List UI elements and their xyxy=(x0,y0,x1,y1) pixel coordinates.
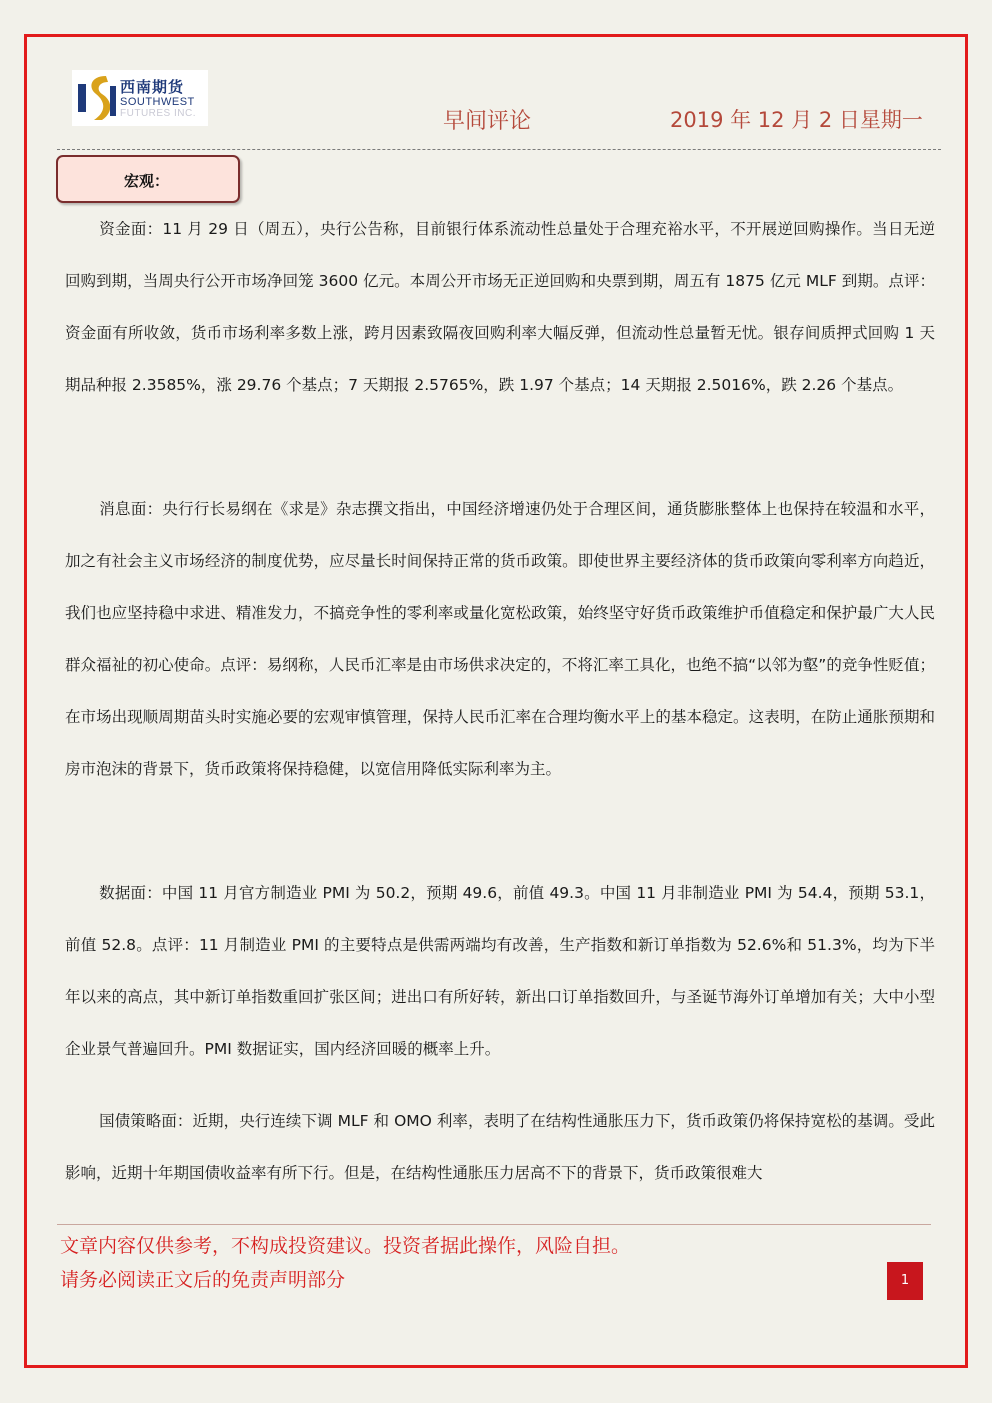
disclaimer-line-1: 文章内容仅供参考，不构成投资建议。投资者据此操作，风险自担。 xyxy=(60,1235,631,1257)
report-date: 2019 年 12 月 2 日星期一 xyxy=(670,108,923,132)
logo-mark-icon xyxy=(76,72,118,124)
body-content xyxy=(0,200,992,1192)
header-divider xyxy=(57,149,941,150)
logo-name-cn: 西南期货 xyxy=(120,78,185,96)
paragraph-news xyxy=(65,483,935,795)
disclaimer-line-2: 请务必阅读正文后的免责声明部分 xyxy=(60,1269,346,1291)
footer-divider xyxy=(57,1224,931,1225)
section-heading-label: 宏观： xyxy=(124,172,170,190)
paragraph-text: 资金面：11 月 29 日（周五），央行公告称，目前银行体系流动性总量处于合理充裕水平，不开展逆回购操作。当日无逆回购到期，当周央行公开市场净回笼 3600 亿元。本周公开市场无正逆回购和央票到期，周五有 1875 亿元 MLF 到期。点评：资金面有所收敛，货币市场利率多数上涨，跨月因素致隔夜回购利率大幅反弹，但流动性总量暂无忧。银存间质押式回购 1 天期品种报 2.3585%，涨 29.76 个基点；7 天期报 2.5765%，跌 1.97 个基点；14 天期报 2.5016%，跌 2.26 个基点。 xyxy=(65,220,935,394)
paragraph-text: 消息面：央行行长易纲在《求是》杂志撰文指出，中国经济增速仍处于合理区间，通货膨胀整体上也保持在较温和水平，加之有社会主义市场经济的制度优势，应尽量长时间保持正常的货币政策。即使世界主要经济体的货币政策向零利率方向趋近，我们也应坚持稳中求进、精准发力，不搞竞争性的零利率或量化宽松政策，始终坚守好货币政策维护币值稳定和保护最广大人民群众福祉的初心使命。点评：易纲称，人民币汇率是由市场供求决定的，不将汇率工具化，也绝不搞“以邻为壑”的竞争性贬值；在市场出现顺周期苗头时实施必要的宏观审慎管理，保持人民币汇率在合理均衡水平上的基本稳定。这表明，在防止通胀预期和房市泡沫的背景下，货币政策将保持稳健，以宽信用降低实际利率为主。 xyxy=(65,500,935,778)
section-heading-box xyxy=(56,155,240,203)
paragraph-text: 国债策略面：近期，央行连续下调 MLF 和 OMO 利率，表明了在结构性通胀压力下，货币政策仍将保持宽松的基调。受此影响，近期十年期国债收益率有所下行。但是，在结构性通胀压力居高不下的背景下，货币政策很难大 xyxy=(65,1112,935,1182)
report-title: 早间评论 xyxy=(443,109,532,134)
paragraph-data xyxy=(65,867,935,1075)
paragraph-funding xyxy=(65,203,935,411)
logo-name-en-1: SOUTHWEST xyxy=(120,96,195,108)
logo-name-en-2: FUTURES INC. xyxy=(120,108,196,119)
page-number-badge: 1 xyxy=(887,1262,923,1300)
paragraph-text: 数据面：中国 11 月官方制造业 PMI 为 50.2，预期 49.6，前值 49.3。中国 11 月非制造业 PMI 为 54.4，预期 53.1，前值 52.8。点评：11 月制造业 PMI 的主要特点是供需两端均有改善，生产指数和新订单指数为 52.6%和 51.3%，均为下半年以来的高点，其中新订单指数重回扩张区间；进出口有所好转，新出口订单指数回升，与圣诞节海外订单增加有关；大中小型企业景气普遍回升。PMI 数据证实，国内经济回暖的概率上升。 xyxy=(65,884,935,1058)
paragraph-bond-strategy xyxy=(65,1095,935,1192)
company-logo xyxy=(72,70,208,126)
